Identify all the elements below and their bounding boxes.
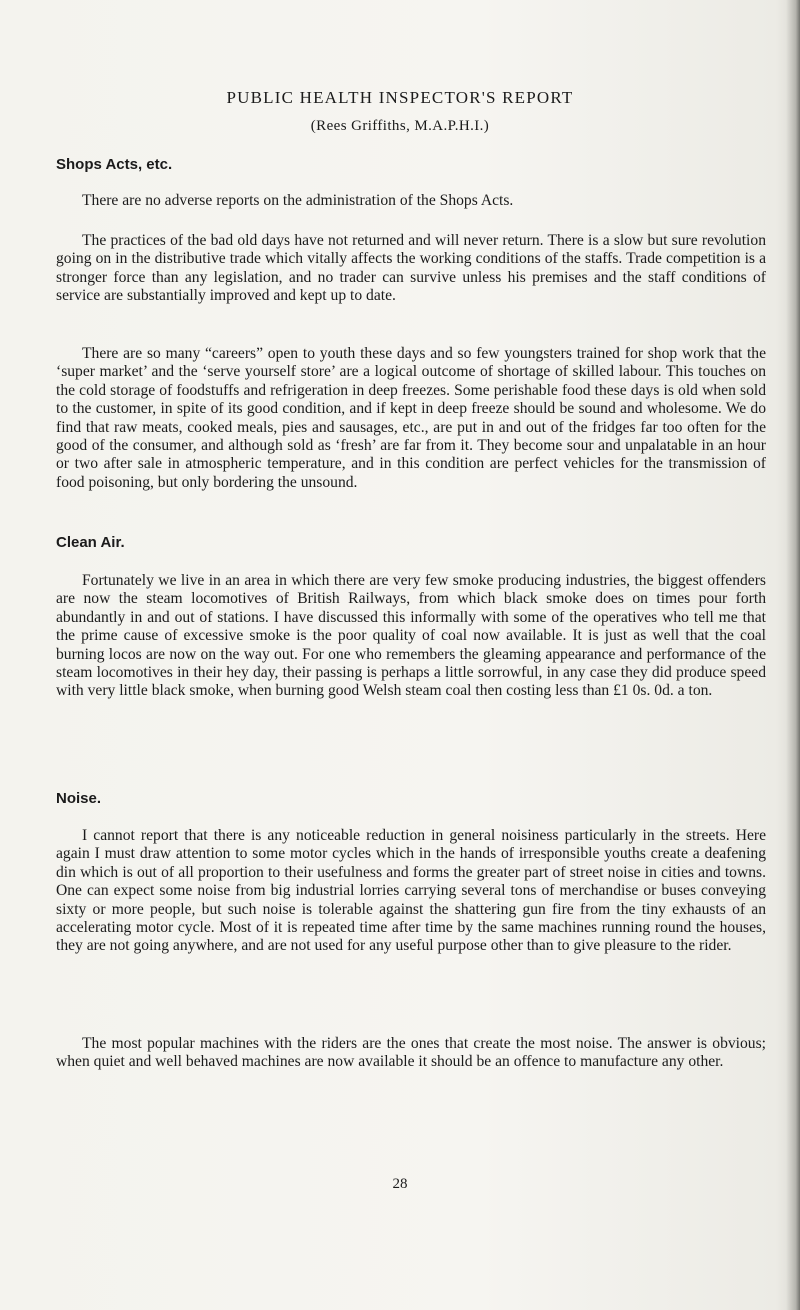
shops-acts-paragraph-1: There are no adverse reports on the administration of the Shops Acts. xyxy=(82,192,514,209)
noise-paragraph-2: The most popular machines with the riders are the ones that create the most noise. The answer is obvious; when quiet and well behaved machines are now available it should be an offence to manufacture any other. xyxy=(56,1035,766,1071)
shops-acts-paragraph-2: The practices of the bad old days have not returned and will never return. There is a slow but sure revolution going on in the distributive trade which vitally affects the working conditions of the staffs. Trade competition is a stronger force than any legislation, and no trader can survive unless his premises and the staff conditions of service are substantially improved and kept up to date. xyxy=(56,232,766,305)
heading-clean-air: Clean Air. xyxy=(56,534,125,551)
page-spine-shadow xyxy=(786,0,800,1310)
heading-noise: Noise. xyxy=(56,790,102,807)
heading-shops-acts: Shops Acts, etc. xyxy=(56,156,173,173)
report-author: (Rees Griffiths, M.A.P.H.I.) xyxy=(310,118,490,134)
noise-paragraph-1: I cannot report that there is any noticeable reduction in general noisiness particularly in the streets. Here again I must draw attention to some motor cycles which in the hands of irresponsible youths create a deafening din which is out of all proportion to their usefulness and forms the greater part of street noise in cities and towns. One can expect some noise from big industrial lorries carrying several tons of merchandise or buses conveying sixty or more people, but such noise is tolerable against the shattering gun fire from the tiny exhausts of an accelerating motor cycle. Most of it is repeated time after time by the same machines running round the houses, they are not going anywhere, and are not used for any useful purpose other than to give pleasure to the rider. xyxy=(56,827,766,955)
clean-air-paragraph-1: Fortunately we live in an area in which there are very few smoke producing industries, the biggest offenders are now the steam locomotives of British Railways, from which black smoke does on times pour forth abundantly in and out of stations. I have discussed this informally with some of the operatives who tell me that the prime cause of excessive smoke is the poor quality of coal now available. It is just as well that the coal burning locos are now on the way out. For one who remembers the gleaming appearance and performance of the steam locomotives in their hey day, their passing is perhaps a little sorrowful, in any case they did produce speed with very little black smoke, when burning good Welsh steam coal then costing less than £1 0s. 0d. a ton. xyxy=(56,572,766,700)
report-title: PUBLIC HEALTH INSPECTOR'S REPORT xyxy=(226,88,574,107)
shops-acts-paragraph-3: There are so many “careers” open to youth these days and so few youngsters trained for shop work that the ‘super market’ and the ‘serve yourself store’ are a logical outcome of shortage of skilled labour. This touches on the cold storage of foodstuffs and refrigeration in deep freezes. Some perishable food these days is old when sold to the customer, in spite of its good condition, and if kept in deep freeze should be sound and wholesome. We do find that raw meats, cooked meals, pies and sausages, etc., are put in and out of the fridges far too often for the good of the consumer, and although sold as ‘fresh’ are far from it. They become sour and unpalatable in an hour or two after sale in atmospheric temperature, and in this condition are perfect vehicles for the transmission of food poisoning, but only bordering the unsound. xyxy=(56,345,766,491)
page-number: 28 xyxy=(392,1176,408,1192)
